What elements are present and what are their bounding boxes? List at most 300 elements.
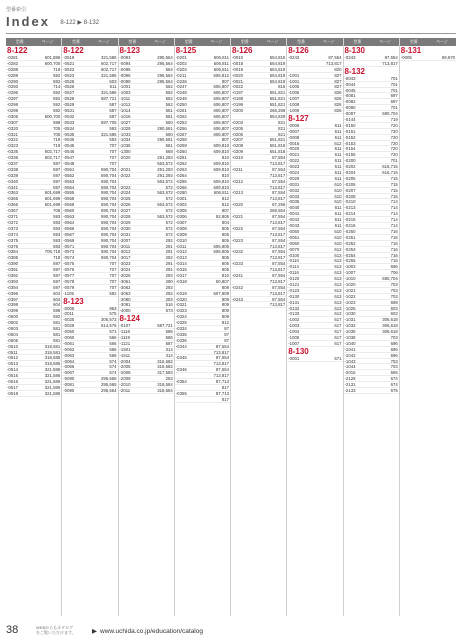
page-ref: 812 bbox=[221, 320, 229, 325]
model-code: -0558 bbox=[63, 196, 75, 202]
page-ref: 290,561 bbox=[157, 125, 173, 131]
model-code: -1003 bbox=[119, 90, 131, 96]
model-code: -0045 bbox=[344, 87, 356, 93]
model-code: -0250 bbox=[175, 102, 187, 108]
page-ref: 268,554 bbox=[269, 208, 286, 214]
page-ref: 87,266 bbox=[272, 202, 286, 208]
index-column bbox=[62, 38, 118, 616]
page-ref: 592 bbox=[53, 102, 61, 108]
page-ref: 575 bbox=[109, 311, 117, 317]
model-code: -0005 bbox=[63, 305, 75, 311]
series-heading: 8-126 bbox=[232, 46, 253, 55]
page-ref: 613 bbox=[334, 281, 342, 287]
page-ref: 551,821 bbox=[269, 137, 286, 143]
model-code: -0393 bbox=[7, 278, 18, 284]
model-code: -0317 bbox=[175, 272, 187, 278]
page-ref: 551,818 bbox=[269, 149, 286, 155]
page-ref: 321,586 bbox=[100, 55, 117, 60]
page-ref: 610 bbox=[334, 234, 342, 240]
model-code: -1007 bbox=[288, 340, 300, 346]
header-range: 8-122 ▶ 8-132 bbox=[60, 20, 100, 26]
model-code: -1029 bbox=[119, 125, 131, 131]
model-code: -1010 bbox=[344, 276, 356, 281]
page-ref: 87,554 bbox=[272, 190, 286, 196]
model-code: -2022 bbox=[119, 172, 131, 178]
page-ref: 707 bbox=[109, 149, 117, 155]
model-code: -0066 bbox=[63, 364, 75, 370]
page-ref: 805 bbox=[221, 225, 229, 231]
model-code: -0253 bbox=[344, 246, 356, 252]
model-code: -0258 bbox=[175, 137, 187, 143]
model-code: -0097 bbox=[344, 111, 356, 117]
model-code: -0090 bbox=[63, 387, 75, 393]
page-ref: 290 bbox=[165, 278, 173, 284]
page-ref: 291 bbox=[165, 267, 173, 272]
model-code: -0253 bbox=[175, 119, 187, 125]
page-ref: 87,554 bbox=[272, 178, 286, 184]
page-ref: 87,554 bbox=[215, 355, 229, 361]
page-header bbox=[6, 6, 456, 36]
page-ref: 562 bbox=[165, 96, 173, 102]
page-ref: 321,586 bbox=[44, 390, 61, 396]
model-code: -1026 bbox=[344, 305, 356, 311]
page-ref: 718 bbox=[53, 255, 61, 261]
model-code: -2027 bbox=[119, 208, 131, 214]
page-ref: 812 bbox=[221, 196, 229, 202]
model-code: -0577 bbox=[63, 272, 75, 278]
arrow-icon: ▶ bbox=[92, 628, 97, 635]
model-code: -0093 bbox=[119, 55, 131, 60]
model-code: -0233 bbox=[232, 261, 243, 267]
page-ref: 593 bbox=[53, 231, 61, 237]
page-ref: 703 bbox=[390, 364, 398, 370]
model-code: -0212 bbox=[232, 178, 243, 184]
model-code: -0252 bbox=[175, 113, 187, 119]
page-ref: 716 bbox=[390, 252, 398, 258]
page-ref: 587,721 bbox=[157, 323, 173, 329]
page-ref: 714 bbox=[390, 211, 398, 217]
page-ref: 563,572 bbox=[157, 214, 173, 219]
model-code: -0564 bbox=[63, 219, 75, 225]
series-heading: 8-126 bbox=[288, 46, 309, 55]
model-code bbox=[175, 385, 203, 390]
model-code: -1044 bbox=[344, 364, 356, 370]
model-code: -0130 bbox=[288, 293, 300, 299]
model-code: -0207 bbox=[344, 187, 356, 193]
model-code: -0080 bbox=[63, 376, 75, 382]
model-code: -1033 bbox=[119, 131, 131, 137]
page-ref: 715 bbox=[390, 175, 398, 181]
page-ref: 601,699 bbox=[44, 196, 61, 202]
index-row bbox=[119, 388, 174, 394]
page-ref: 713,817 bbox=[269, 278, 286, 284]
model-code: -0306 bbox=[7, 113, 18, 119]
page-footer bbox=[0, 622, 462, 644]
index-row bbox=[175, 397, 230, 403]
model-code: -0289 bbox=[7, 72, 18, 78]
page-ref: 560 bbox=[165, 131, 173, 137]
page-ref: 293 bbox=[165, 296, 173, 302]
page-ref: 581 bbox=[53, 331, 61, 337]
model-code: -0043 bbox=[288, 223, 300, 228]
model-code: -0223 bbox=[232, 237, 243, 243]
page-ref: 707 bbox=[109, 161, 117, 166]
model-code: -0021 bbox=[232, 78, 243, 84]
page-ref: 611 bbox=[334, 175, 342, 181]
page-ref: 610 bbox=[334, 187, 342, 193]
page-ref: 609,810 bbox=[213, 161, 229, 166]
page-ref: 87,554 bbox=[215, 367, 229, 373]
model-code: -0298 bbox=[7, 102, 18, 108]
model-code: -0338 bbox=[7, 166, 18, 172]
page-ref: 611 bbox=[334, 205, 342, 211]
model-code: -1511 bbox=[119, 352, 131, 358]
model-code: -1012 bbox=[119, 102, 131, 108]
model-code: -0555 bbox=[63, 190, 75, 196]
model-code: -0044 bbox=[344, 81, 356, 87]
model-code: -0536 bbox=[63, 137, 75, 143]
model-code: -0020 bbox=[232, 72, 243, 78]
page-ref: 590,704 bbox=[382, 276, 398, 281]
model-code: -0081 bbox=[63, 382, 75, 387]
page-ref: 87,554 bbox=[272, 261, 286, 267]
page-ref: 87,554 bbox=[272, 214, 286, 219]
page-ref: 590,704 bbox=[100, 237, 117, 243]
model-code: -1001 bbox=[119, 84, 131, 90]
model-code: -0574 bbox=[63, 255, 75, 261]
column-header-label: 型番 bbox=[353, 39, 362, 44]
column-header-label: ページ bbox=[210, 39, 223, 44]
page-ref: 87,554 bbox=[272, 284, 286, 290]
model-code: -0155 bbox=[344, 152, 356, 158]
page-ref: 827 bbox=[334, 72, 342, 78]
page-ref: 602,717 bbox=[44, 149, 61, 155]
model-code: -0307 bbox=[7, 119, 18, 125]
page-ref: 87,554 bbox=[272, 272, 286, 278]
page-ref: 321,586 bbox=[44, 367, 61, 373]
page-ref: 719 bbox=[53, 137, 61, 143]
page-ref: 590,704 bbox=[100, 225, 117, 231]
page-ref: 321,586 bbox=[100, 131, 117, 137]
page-ref: 716 bbox=[390, 258, 398, 264]
page-ref: 805 bbox=[221, 267, 229, 272]
model-code: -0533 bbox=[63, 119, 75, 125]
model-code: -0310 bbox=[175, 237, 187, 243]
page-ref: 290,561 bbox=[157, 137, 173, 143]
page-ref: 292 bbox=[165, 255, 173, 261]
page-ref: 319,581 bbox=[44, 343, 61, 349]
model-code: -0198 bbox=[232, 96, 243, 102]
page-ref: 593 bbox=[53, 225, 61, 231]
model-code: -0064 bbox=[63, 358, 75, 364]
page-ref: 516 bbox=[165, 302, 173, 308]
model-code: -0025 bbox=[63, 317, 75, 323]
model-code: -0385 bbox=[7, 255, 18, 261]
model-code: -0315 bbox=[175, 267, 187, 272]
model-code bbox=[287, 61, 315, 66]
page-ref: 613 bbox=[334, 311, 342, 317]
page-ref: 566 bbox=[109, 334, 117, 340]
page-ref: 805 bbox=[221, 231, 229, 237]
page-ref: 597 bbox=[53, 267, 61, 272]
page-ref: 87,554 bbox=[328, 55, 342, 60]
model-code: -0371 bbox=[7, 214, 18, 219]
page-ref: 581 bbox=[53, 320, 61, 325]
model-code: -0337 bbox=[7, 161, 18, 166]
model-code: -0519 bbox=[63, 55, 75, 60]
page-ref: 606,807 bbox=[213, 90, 229, 96]
model-code: -0502 bbox=[7, 320, 18, 325]
model-code: -0313 bbox=[175, 255, 187, 261]
model-code: -0312 bbox=[175, 249, 187, 255]
page-ref: 598 bbox=[53, 119, 61, 125]
model-code: -0121 bbox=[288, 281, 300, 287]
page-ref: 613 bbox=[334, 299, 342, 305]
page-ref: 606,811 bbox=[213, 55, 229, 60]
page-ref: 703 bbox=[390, 358, 398, 364]
model-code: -0346 bbox=[175, 367, 187, 373]
page-ref: 720 bbox=[390, 128, 398, 134]
model-code: -3017 bbox=[119, 255, 131, 261]
model-code: -0367 bbox=[7, 208, 18, 214]
model-code: -0100 bbox=[288, 252, 300, 258]
model-code: -0290 bbox=[7, 78, 18, 84]
model-code: -0260 bbox=[175, 149, 187, 155]
model-code: -0553 bbox=[63, 178, 75, 184]
page-ref: 610 bbox=[334, 199, 342, 205]
page-ref: 590,704 bbox=[100, 249, 117, 255]
page-ref: 817 bbox=[221, 384, 229, 390]
page-ref: 606,807 bbox=[213, 96, 229, 102]
page-ref: 592 bbox=[109, 290, 117, 296]
column-header-label: ページ bbox=[266, 39, 279, 44]
page-ref: 713,817 bbox=[269, 172, 286, 178]
model-code: -0392 bbox=[7, 272, 18, 278]
model-code bbox=[231, 255, 259, 260]
page-ref: 703 bbox=[390, 293, 398, 299]
model-code: -1300 bbox=[119, 149, 131, 155]
model-code bbox=[119, 161, 147, 166]
model-code: -2028 bbox=[119, 214, 131, 219]
model-code: -0323 bbox=[7, 143, 18, 149]
page-ref: 597 bbox=[53, 278, 61, 284]
page-ref: 306,618 bbox=[382, 323, 398, 329]
model-code: -0372 bbox=[7, 219, 18, 225]
model-code: -0559 bbox=[63, 202, 75, 208]
page-ref: 574 bbox=[109, 358, 117, 364]
model-code: -0249 bbox=[175, 96, 187, 102]
page-ref: 604 bbox=[53, 290, 61, 296]
page-ref: 598 bbox=[53, 308, 61, 314]
page-ref: 715 bbox=[390, 187, 398, 193]
model-code: -1121 bbox=[119, 340, 131, 346]
page-ref: 696 bbox=[390, 352, 398, 358]
model-code: -0308 bbox=[175, 225, 187, 231]
page-ref: 321,586 bbox=[100, 72, 117, 78]
model-code: -0243 bbox=[232, 296, 243, 302]
model-code: -0324 bbox=[175, 314, 187, 320]
model-code: -0252 bbox=[344, 240, 356, 246]
page-ref: 611 bbox=[334, 170, 342, 175]
model-code bbox=[231, 267, 259, 272]
page-ref: 606,811 bbox=[213, 66, 229, 72]
page-ref: 87,554 bbox=[272, 155, 286, 161]
model-code: -0247 bbox=[175, 84, 187, 90]
series-heading: 8-123 bbox=[63, 296, 84, 306]
page-ref: 713,817 bbox=[269, 267, 286, 272]
series-heading: 8-123 bbox=[119, 46, 140, 55]
page-ref: 805 bbox=[221, 261, 229, 267]
model-code: -1009 bbox=[288, 108, 300, 113]
index-row bbox=[62, 388, 117, 394]
page-ref: 703 bbox=[390, 287, 398, 293]
model-code: -0018 bbox=[232, 60, 243, 66]
page-ref: 713,817 bbox=[213, 373, 229, 378]
model-code: -0546 bbox=[63, 149, 75, 155]
page-ref: 60,807 bbox=[215, 278, 229, 284]
model-code: -1001 bbox=[288, 78, 300, 84]
page-ref: 827 bbox=[334, 78, 342, 84]
page-ref: 590,704 bbox=[100, 219, 117, 225]
model-code: -1003 bbox=[344, 264, 356, 270]
model-code: -0396 bbox=[7, 290, 18, 296]
page-ref: 295,565 bbox=[100, 382, 117, 387]
page-ref: 573 bbox=[165, 308, 173, 314]
column-header-label: 型番 bbox=[297, 39, 306, 44]
index-column bbox=[231, 38, 287, 616]
page-ref: 696 bbox=[390, 264, 398, 270]
page-ref: 87,713 bbox=[215, 390, 229, 396]
model-code: -0373 bbox=[7, 225, 18, 231]
page-ref: 316,582 bbox=[157, 358, 173, 364]
catalog-link[interactable] bbox=[92, 627, 203, 635]
model-code: -0256 bbox=[175, 125, 187, 131]
page-ref: 706 bbox=[53, 208, 61, 214]
model-code: -0019 bbox=[232, 66, 243, 72]
model-code: -0022 bbox=[288, 158, 300, 164]
page-ref: 610 bbox=[334, 228, 342, 234]
model-code: -0116 bbox=[288, 270, 299, 276]
page-ref: 701 bbox=[390, 75, 398, 81]
model-code: -0008 bbox=[288, 134, 300, 140]
page-ref: 613 bbox=[334, 252, 342, 258]
model-code: -0566 bbox=[63, 225, 75, 231]
model-code: -0020 bbox=[288, 146, 300, 152]
model-code: -0374 bbox=[7, 231, 18, 237]
model-code: -0311 bbox=[175, 243, 187, 249]
model-code: -1014 bbox=[119, 108, 131, 113]
page-ref: 551,821 bbox=[269, 96, 286, 102]
model-code: -3062 bbox=[119, 284, 131, 290]
page-ref: 698 bbox=[390, 299, 398, 305]
model-code: -0251 bbox=[175, 108, 187, 113]
model-code: -0323 bbox=[175, 308, 187, 314]
model-code: -0208 bbox=[344, 193, 356, 199]
page-ref: 593 bbox=[53, 219, 61, 225]
model-code: -1004 bbox=[288, 329, 300, 334]
index-column bbox=[400, 38, 456, 616]
model-code: -4000 bbox=[119, 308, 131, 314]
model-code bbox=[175, 397, 203, 402]
page-ref: 611 bbox=[334, 152, 342, 158]
page-ref: 554,819 bbox=[269, 72, 286, 78]
page-ref: 87,554 bbox=[272, 296, 286, 302]
page-ref: 675 bbox=[390, 387, 398, 393]
model-code: -0344 bbox=[175, 343, 187, 349]
model-code: -2011 bbox=[119, 387, 131, 393]
catalog-url: www.uchida.co.jp/education/catalog bbox=[100, 628, 203, 635]
series-heading: 8-122 bbox=[63, 46, 84, 55]
model-code: -0094 bbox=[119, 60, 131, 66]
page-ref: 827 bbox=[334, 84, 342, 90]
model-code: -0222 bbox=[232, 225, 243, 231]
page-ref: 318,584 bbox=[157, 387, 173, 393]
model-code: -1027 bbox=[119, 119, 131, 125]
page-ref: 590,704 bbox=[100, 190, 117, 196]
model-code: -1035 bbox=[119, 143, 131, 149]
model-code: -0575 bbox=[63, 261, 75, 267]
index-row bbox=[6, 391, 61, 397]
page-ref: 716 bbox=[390, 234, 398, 240]
model-code: -2128 bbox=[344, 376, 356, 382]
page-ref: 572 bbox=[165, 225, 173, 231]
model-code: -2015 bbox=[344, 370, 356, 376]
page-ref: 597 bbox=[53, 261, 61, 267]
page-ref: 601,699 bbox=[44, 202, 61, 208]
model-code: -1007 bbox=[288, 96, 300, 102]
page-ref: 551,821 bbox=[269, 102, 286, 108]
page-ref: 592 bbox=[53, 108, 61, 113]
page-ref: 87,554 bbox=[272, 249, 286, 255]
model-code: -0033 bbox=[288, 193, 300, 199]
model-code: -1118 bbox=[119, 329, 130, 334]
model-code: -0024 bbox=[288, 170, 300, 175]
model-code: -0511 bbox=[7, 349, 18, 355]
page-ref: 597 bbox=[53, 284, 61, 290]
page-ref: 609,810 bbox=[213, 143, 229, 149]
model-code: -0208 bbox=[232, 143, 243, 149]
page-ref: 714 bbox=[390, 223, 398, 228]
model-code bbox=[231, 114, 259, 119]
page-ref: 87,554 bbox=[272, 237, 286, 243]
model-code: -0355 bbox=[175, 390, 187, 396]
series-heading: 8-130 bbox=[344, 46, 365, 55]
model-code: -0552 bbox=[63, 172, 75, 178]
column-header bbox=[62, 38, 117, 46]
model-code: -1035 bbox=[344, 329, 356, 334]
page-ref: 611 bbox=[334, 211, 342, 217]
page-ref: 601,699 bbox=[44, 190, 61, 196]
page-ref: 609,810 bbox=[213, 149, 229, 155]
model-code: -0211 bbox=[232, 166, 243, 172]
model-code: -0576 bbox=[63, 267, 75, 272]
model-code: -0325 bbox=[175, 320, 187, 325]
page-ref: 713,817 bbox=[269, 219, 286, 225]
page-ref: 586 bbox=[165, 329, 173, 334]
model-code: -1501 bbox=[119, 346, 131, 352]
model-code: -0376 bbox=[7, 243, 18, 249]
model-code: -0199 bbox=[232, 102, 243, 108]
model-code: -0133 bbox=[288, 311, 300, 317]
page-ref: 593 bbox=[53, 237, 61, 243]
page-ref: 87 bbox=[224, 331, 229, 337]
page-ref: 321,586 bbox=[44, 378, 61, 384]
model-code: -0521 bbox=[63, 60, 75, 66]
page-ref: 611 bbox=[334, 158, 342, 164]
page-ref: 720 bbox=[390, 134, 398, 140]
model-code: -1005 bbox=[288, 84, 300, 90]
page-ref: 316,582 bbox=[157, 364, 173, 370]
